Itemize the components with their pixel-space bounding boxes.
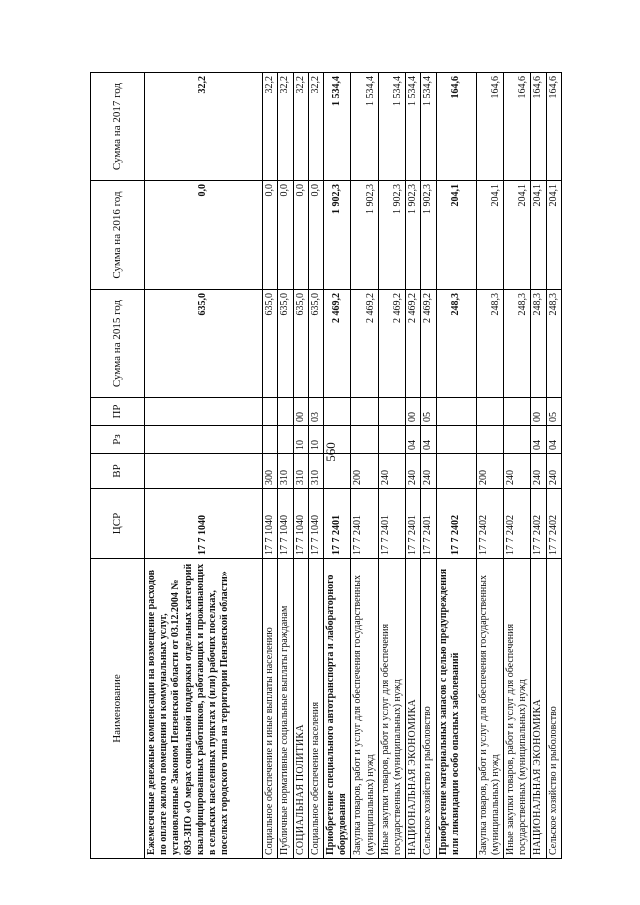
cell-name: Сельское хозяйство и рыболовство [546, 559, 561, 859]
cell-sum-2016: 0,0 [278, 181, 293, 290]
cell-sum-2016: 204,1 [546, 181, 561, 290]
cell-pr: 00 [531, 398, 546, 426]
cell-sum-2016: 204,1 [504, 181, 531, 290]
cell-sum-2017: 32,2 [263, 73, 278, 181]
cell-csr: 17 7 2401 [421, 489, 436, 559]
cell-name: Приобретение материальных запасов с целью предупреждения или ликвидации особо опасных заболеваний [436, 559, 476, 859]
cell-rz: 10 [308, 426, 323, 454]
cell-pr [351, 398, 378, 426]
cell-sum-2016: 1 902,3 [406, 181, 421, 290]
cell-name: Приобретение специального автотранспорта и лабораторного оборудования [323, 559, 350, 859]
cell-sum-2016: 0,0 [145, 181, 263, 290]
page-number: 560 [323, 442, 338, 462]
cell-sum-2015: 248,3 [531, 290, 546, 398]
cell-name: НАЦИОНАЛЬНАЯ ЭКОНОМИКА [531, 559, 546, 859]
cell-pr [323, 398, 350, 426]
table-row [546, 73, 561, 859]
cell-sum-2015: 2 469,2 [323, 290, 350, 398]
cell-sum-2015: 248,3 [546, 290, 561, 398]
cell-rz: 04 [406, 426, 421, 454]
cell-name: СОЦИАЛЬНАЯ ПОЛИТИКА [293, 559, 308, 859]
table-row [278, 73, 293, 859]
cell-rz [145, 426, 263, 454]
cell-rz: 10 [293, 426, 308, 454]
cell-sum-2016: 204,1 [531, 181, 546, 290]
table-row [378, 73, 405, 859]
table-row [531, 73, 546, 859]
cell-name: Сельское хозяйство и рыболовство [421, 559, 436, 859]
cell-pr [436, 398, 476, 426]
cell-rz: 04 [421, 426, 436, 454]
cell-sum-2015: 248,3 [476, 290, 503, 398]
cell-vr [323, 454, 350, 489]
header-pr: ПР [91, 398, 145, 426]
cell-sum-2015: 635,0 [308, 290, 323, 398]
table-row [406, 73, 421, 859]
cell-csr: 17 7 2402 [436, 489, 476, 559]
cell-vr: 240 [421, 454, 436, 489]
cell-vr: 310 [308, 454, 323, 489]
cell-vr [145, 454, 263, 489]
cell-sum-2015: 635,0 [293, 290, 308, 398]
cell-pr: 00 [406, 398, 421, 426]
cell-pr [145, 398, 263, 426]
cell-csr: 17 7 2401 [378, 489, 405, 559]
cell-vr: 240 [546, 454, 561, 489]
cell-sum-2017: 1 534,4 [323, 73, 350, 181]
cell-rz [278, 426, 293, 454]
cell-name: Закупка товаров, работ и услуг для обеспечения государственных (муниципальных) нужд [351, 559, 378, 859]
header-sum-2017: Сумма на 2017 год [91, 73, 145, 181]
cell-name: НАЦИОНАЛЬНАЯ ЭКОНОМИКА [406, 559, 421, 859]
cell-vr [436, 454, 476, 489]
table-row [323, 73, 350, 859]
cell-csr: 17 7 1040 [308, 489, 323, 559]
cell-sum-2015: 635,0 [145, 290, 263, 398]
cell-name: Иные закупки товаров, работ и услуг для обеспечения государственных (муниципальных) нужд [504, 559, 531, 859]
cell-rz [378, 426, 405, 454]
cell-pr: 03 [308, 398, 323, 426]
cell-csr: 17 7 1040 [145, 489, 263, 559]
cell-vr: 200 [351, 454, 378, 489]
cell-rz [323, 426, 350, 454]
cell-pr [378, 398, 405, 426]
cell-sum-2016: 0,0 [308, 181, 323, 290]
cell-name: Иные закупки товаров, работ и услуг для обеспечения государственных (муниципальных) нужд [378, 559, 405, 859]
cell-sum-2016: 1 902,3 [378, 181, 405, 290]
cell-sum-2015: 2 469,2 [421, 290, 436, 398]
cell-vr: 240 [406, 454, 421, 489]
cell-sum-2017: 1 534,4 [406, 73, 421, 181]
table-row [293, 73, 308, 859]
cell-vr: 310 [278, 454, 293, 489]
rotated-page-content [90, 73, 562, 859]
table-row [263, 73, 278, 859]
cell-rz: 04 [546, 426, 561, 454]
cell-sum-2015: 635,0 [278, 290, 293, 398]
cell-rz [351, 426, 378, 454]
table-header-row [91, 73, 145, 859]
cell-sum-2016: 0,0 [293, 181, 308, 290]
cell-csr: 17 7 2402 [531, 489, 546, 559]
cell-sum-2016: 204,1 [436, 181, 476, 290]
cell-csr: 17 7 2402 [504, 489, 531, 559]
cell-name: Публичные нормативные социальные выплаты гражданам [278, 559, 293, 859]
table-row [351, 73, 378, 859]
table-row [145, 73, 263, 859]
cell-csr: 17 7 2402 [546, 489, 561, 559]
cell-pr: 00 [293, 398, 308, 426]
cell-csr: 17 7 2401 [323, 489, 350, 559]
cell-vr: 240 [378, 454, 405, 489]
cell-sum-2017: 32,2 [293, 73, 308, 181]
cell-sum-2017: 32,2 [278, 73, 293, 181]
cell-sum-2017: 164,6 [476, 73, 503, 181]
cell-sum-2015: 248,3 [504, 290, 531, 398]
table-row [436, 73, 476, 859]
cell-pr [263, 398, 278, 426]
cell-sum-2017: 1 534,4 [421, 73, 436, 181]
cell-sum-2017: 32,2 [308, 73, 323, 181]
cell-vr: 240 [531, 454, 546, 489]
cell-sum-2015: 635,0 [263, 290, 278, 398]
cell-rz [436, 426, 476, 454]
cell-vr: 310 [293, 454, 308, 489]
table-row [504, 73, 531, 859]
cell-vr: 200 [476, 454, 503, 489]
cell-pr [476, 398, 503, 426]
cell-sum-2015: 2 469,2 [351, 290, 378, 398]
cell-rz [476, 426, 503, 454]
cell-sum-2017: 164,6 [436, 73, 476, 181]
cell-sum-2016: 0,0 [263, 181, 278, 290]
cell-rz [504, 426, 531, 454]
cell-sum-2017: 1 534,4 [378, 73, 405, 181]
cell-name: Социальное обеспечение населения [308, 559, 323, 859]
cell-csr: 17 7 1040 [293, 489, 308, 559]
cell-pr [504, 398, 531, 426]
cell-pr: 05 [546, 398, 561, 426]
cell-sum-2017: 164,6 [504, 73, 531, 181]
cell-sum-2015: 2 469,2 [378, 290, 405, 398]
cell-vr: 300 [263, 454, 278, 489]
cell-csr: 17 7 2402 [476, 489, 503, 559]
cell-name: Ежемесячные денежные компенсации на возмещение расходов по оплате жилого помещения и коммунальных услуг, установленные Законом Пензенской области от 03.12.2004 № 693-ЗПО «О мерах социальной поддержки отдельных категорий квалифицированных работников, работающих и проживающих в сельских населенных пунктах и (или) рабочих поселках, поселках городского типа на территории Пензенской области» [145, 559, 263, 859]
cell-rz: 04 [531, 426, 546, 454]
cell-sum-2017: 164,6 [546, 73, 561, 181]
cell-name: Социальное обеспечение и иные выплаты населению [263, 559, 278, 859]
header-rz: Рз [91, 426, 145, 454]
cell-sum-2016: 1 902,3 [351, 181, 378, 290]
cell-sum-2017: 1 534,4 [351, 73, 378, 181]
cell-vr: 240 [504, 454, 531, 489]
cell-pr: 05 [421, 398, 436, 426]
cell-pr [278, 398, 293, 426]
table-row [421, 73, 436, 859]
table-row [308, 73, 323, 859]
header-sum-2015: Сумма на 2015 год [91, 290, 145, 398]
cell-sum-2016: 1 902,3 [421, 181, 436, 290]
cell-sum-2016: 204,1 [476, 181, 503, 290]
cell-sum-2017: 32,2 [145, 73, 263, 181]
cell-sum-2017: 164,6 [531, 73, 546, 181]
header-csr: ЦСР [91, 489, 145, 559]
header-sum-2016: Сумма на 2016 год [91, 181, 145, 290]
cell-sum-2016: 1 902,3 [323, 181, 350, 290]
cell-name: Закупка товаров, работ и услуг для обеспечения государственных (муниципальных) нужд [476, 559, 503, 859]
cell-sum-2015: 2 469,2 [406, 290, 421, 398]
cell-csr: 17 7 2401 [406, 489, 421, 559]
cell-csr: 17 7 2401 [351, 489, 378, 559]
cell-csr: 17 7 1040 [278, 489, 293, 559]
header-name: Наименование [91, 559, 145, 859]
cell-rz [263, 426, 278, 454]
table-row [476, 73, 503, 859]
header-vr: ВР [91, 454, 145, 489]
budget-table [90, 72, 562, 859]
cell-sum-2015: 248,3 [436, 290, 476, 398]
cell-csr: 17 7 1040 [263, 489, 278, 559]
